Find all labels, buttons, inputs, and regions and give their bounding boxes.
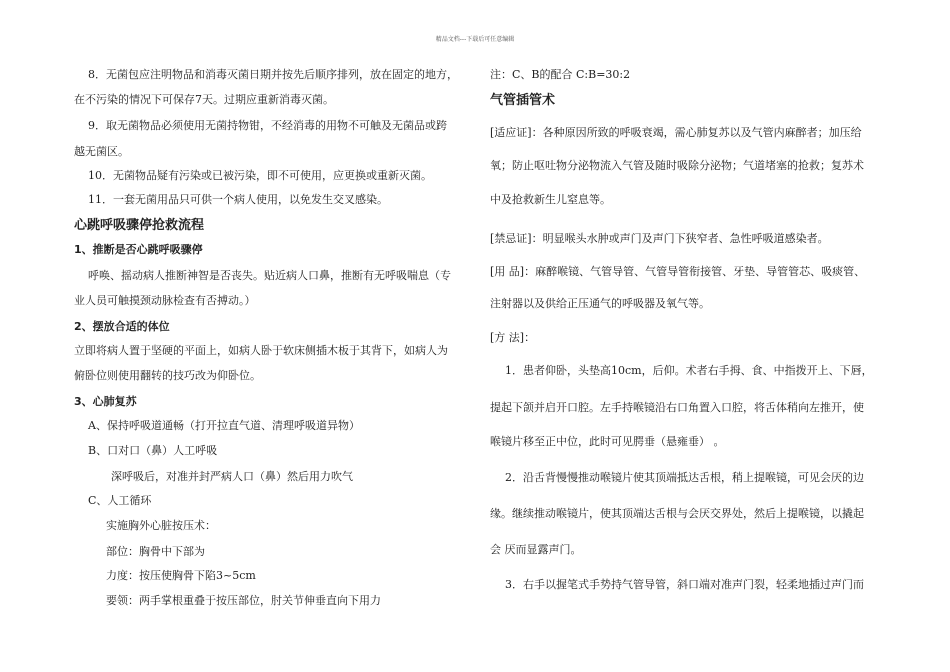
- list-item: A、保持呼吸道通畅（打开拉直气道、清理呼吸道异物）: [88, 419, 360, 432]
- list-item: B、口对口（鼻）人工呼吸: [88, 444, 218, 457]
- subsection-heading: 1、推断是否心跳呼吸骤停: [74, 243, 203, 256]
- paragraph-line: 越无菌区。: [74, 145, 129, 158]
- paragraph-line: [适应证]：各种原因所致的呼吸衰竭，需心肺复苏以及气管内麻醉者；加压给: [490, 126, 862, 139]
- paragraph-line: 2．沿舌背慢慢推动喉镜片使其顶端抵达舌根，稍上提喉镜，可见会厌的边: [505, 471, 864, 484]
- paragraph-line: 氧；防止呕吐物分泌物流入气管及随时吸除分泌物；气道堵塞的抢救；复苏术: [490, 159, 864, 172]
- paragraph-line: 中及抢救新生儿窒息等。: [490, 193, 611, 206]
- paragraph-line: [禁忌证]：明显喉头水肿或声门及声门下狭窄者、急性呼吸道感染者。: [490, 232, 829, 245]
- paragraph-line: 10．无菌物品疑有污染或已被污染，即不可使用，应更换或重新灭菌。: [88, 169, 432, 182]
- paragraph-line: 呼唤、摇动病人推断神智是否丧失。贴近病人口鼻，推断有无呼吸喘息（专: [88, 269, 451, 282]
- paragraph-line: 业人员可触摸颈动脉检查有否搏动。）: [74, 294, 256, 307]
- paragraph-line: 9．取无菌物品必须使用无菌持物钳，不经消毒的用物不可触及无菌品或跨: [88, 119, 447, 132]
- paragraph-line: 要领：两手掌根重叠于按压部位，肘关节伸垂直向下用力: [106, 594, 381, 607]
- paragraph-line: 部位：胸骨中下部为: [106, 545, 205, 558]
- paragraph-line: 喉镜片移至正中位，此时可见腭垂（悬雍垂） 。: [490, 435, 725, 448]
- paragraph-line: 11．一套无菌用品只可供一个病人使用，以免发生交叉感染。: [88, 193, 388, 206]
- paragraph-line: 提起下颌并启开口腔。左手持喉镜沿右口角置入口腔，将舌体稍向左推开，使: [490, 401, 864, 414]
- paragraph-line: 实施胸外心脏按压术：: [106, 519, 216, 532]
- paragraph-line: 在不污染的情况下可保存7天。过期应重新消毒灭菌。: [74, 93, 334, 106]
- paragraph-line: 缘。继续推动喉镜片，使其顶端达舌根与会厌交界处，然后上提喉镜，以撬起: [490, 507, 864, 520]
- paragraph-line: [方 法]：: [490, 331, 536, 344]
- paragraph-line: 立即将病人置于坚硬的平面上，如病人卧于软床侧插木板于其背下，如病人为: [74, 344, 448, 357]
- note-line: 注：C、B的配合 C:B=30:2: [490, 68, 631, 81]
- section-heading: 气管插管术: [490, 93, 556, 108]
- subsection-heading: 3、心肺复苏: [74, 395, 137, 408]
- paragraph-line: 注射器以及供给正压通气的呼吸器及氧气等。: [490, 297, 710, 310]
- page-header: 精品文档---下载后可任意编辑: [435, 36, 515, 43]
- paragraph-line: 会 厌而显露声门。: [490, 543, 582, 556]
- paragraph-line: 力度：按压使胸骨下陷3~5cm: [106, 569, 256, 582]
- subsection-heading: 2、摆放合适的体位: [74, 320, 170, 333]
- paragraph-line: 深呼吸后，对准并封严病人口（鼻）然后用力吹气: [111, 470, 353, 483]
- paragraph-line: [用 品]：麻醉喉镜、气管导管、气管导管衔接管、牙垫、导管管芯、吸痰管、: [490, 265, 866, 278]
- paragraph-line: 3．右手以握笔式手势持气管导管，斜口端对准声门裂，轻柔地插过声门而: [505, 578, 864, 591]
- paragraph-line: 俯卧位则使用翻转的技巧改为仰卧位。: [74, 369, 261, 382]
- section-heading: 心跳呼吸骤停抢救流程: [74, 218, 205, 233]
- list-item: C、人工循环: [88, 494, 152, 507]
- paragraph-line: 8．无菌包应注明物品和消毒灭菌日期并按先后顺序排列，放在固定的地方，: [88, 68, 458, 81]
- paragraph-line: 1．患者仰卧，头垫高10cm，后仰。术者右手拇、食、中指拨开上、下唇，: [505, 364, 873, 377]
